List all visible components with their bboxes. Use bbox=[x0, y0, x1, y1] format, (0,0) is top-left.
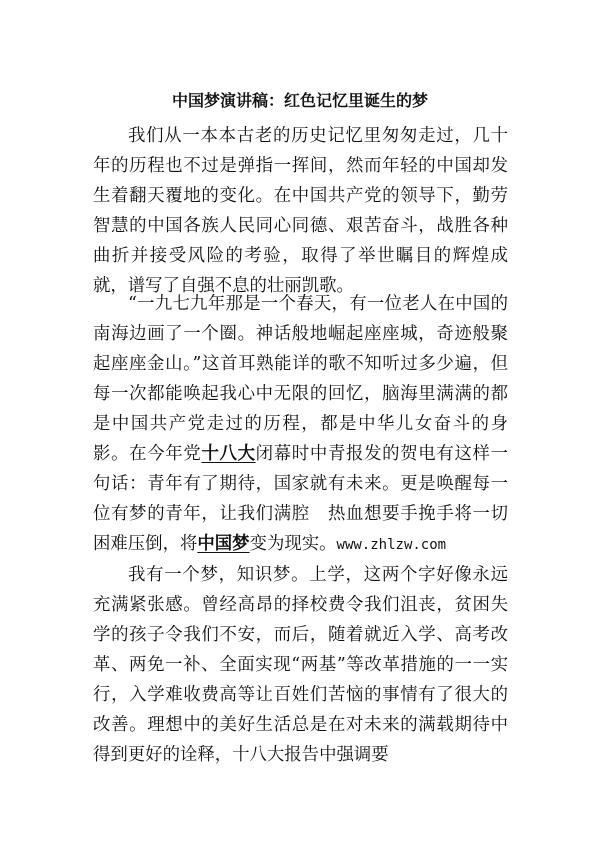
paragraph-2-text-c: 变为现实。 bbox=[249, 534, 337, 554]
keyword-link-shibada[interactable]: 十八大 bbox=[201, 444, 256, 464]
paragraph-2-text-a: “一九七九年那是一个春天，有一位老人在中国的南海边画了一个圈。神话般地崛起座座城，奇迹般聚起座座金山。”这首耳熟能详的歌不知听过多少遍，但每一次都能唤起我心中无限的回忆，脑海里满满的都是中国共产党走过的历程，都是中华儿女奋斗的身影。在今年党 bbox=[93, 294, 508, 464]
paragraph-3: 我有一个梦，知识梦。上学，这两个字好像永远充满紧张感。曾经高昂的择校费令我们沮丧，贫困失学的孩子令我们不安，而后，随着就近入学、高考改革、两免一补、全面实现“两基”等改革措施的一一实行，入学难收费高等让百姓们苦恼的事情有了很大的改善。理想中的美好生活总是在对未来的满载期待中得到更好的诠释，十八大报告中强调要 bbox=[93, 565, 508, 765]
paragraph-2-text-b: 闭幕时中青报发的贺电有这样一句话：青年有了期待，国家就有未来。更是唤醒每一位有梦的青年，让我们满腔 热血想要手挽手将一切困难压倒，将 bbox=[93, 444, 508, 554]
source-url: www.zhlzw.com bbox=[336, 537, 447, 553]
paragraph-1: 我们从一本本古老的历史记忆里匆匆走过，几十年的历程也不过是弹指一挥间，然而年轻的中国却发生着翻天覆地的变化。在中国共产党的领导下，勤劳智慧的中国各族人民同心同德、艰苦奋斗，战胜各种曲折并接受风险的考验，取得了举世瞩目的辉煌成就，谱写了自强不息的壮丽凯歌。 bbox=[93, 126, 508, 296]
document-title: 中国梦演讲稿：红色记忆里诞生的梦 bbox=[171, 91, 428, 110]
keyword-link-zhongguomeng[interactable]: 中国梦 bbox=[197, 534, 250, 554]
paragraph-2 bbox=[93, 289, 508, 560]
